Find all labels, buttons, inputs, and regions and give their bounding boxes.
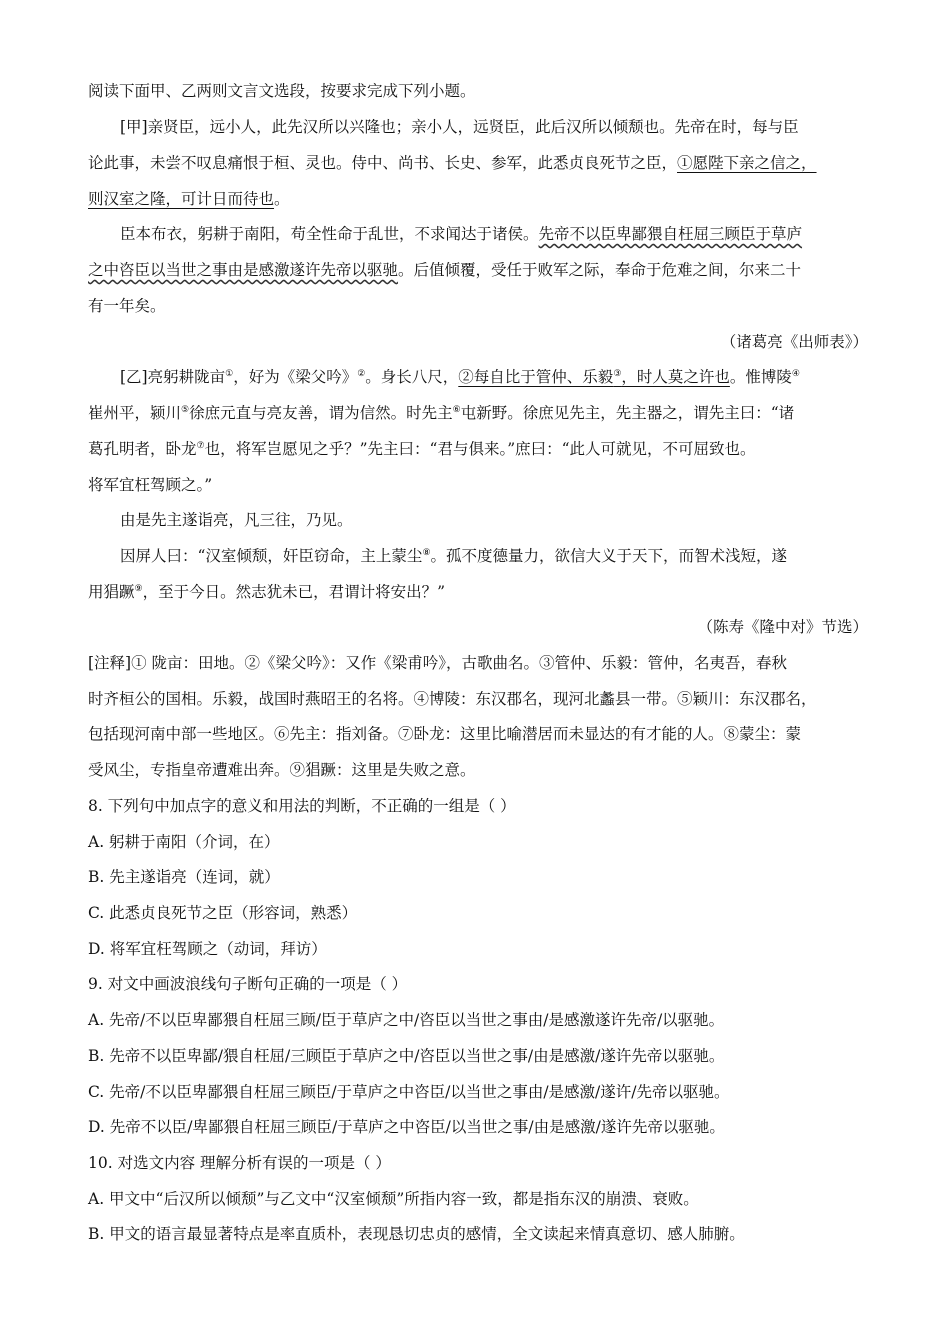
notes-line: [注释]① 陇亩：田地。②《梁父吟》：又作《梁甫吟》，古歌曲名。③管仲、乐毅：管仲，名夷吾，春秋 (88, 654, 788, 672)
question-9-stem: 9. 对文中画波浪线句子断句正确的一项是（ ） (88, 975, 408, 993)
notes-line: 包括现河南中部一些地区。⑥先主：指刘备。⑦卧龙：这里比喻潜居而未显达的有才能的人。⑧蒙尘：蒙 (88, 725, 802, 743)
text-run: 也，将军岂愿见之乎？”先主曰：“君与俱来。”庶曰：“此人可就见，不可屈致也。 (204, 440, 756, 458)
question-10-option-b[interactable]: B. 甲文的语言最显著特点是率直质朴，表现恳切忠贞的感情，全文读起来情真意切、感人肺腑。 (88, 1225, 745, 1243)
passage-b-line (88, 581, 868, 603)
question-9-option-b[interactable]: B. 先帝不以臣卑鄙/猥自枉屈/三顾臣于草庐之中/咨臣以当世之事/由是感激/遂许先帝以驱驰。 (88, 1047, 725, 1065)
intro-text: 阅读下面甲、乙两则文言文选段，按要求完成下列小题。 (88, 82, 476, 100)
footnote-mark: ⑨ (134, 583, 143, 594)
text-run: 因屏人曰：“汉室倾颓，奸臣窃命，主上蒙尘 (120, 547, 423, 565)
question-8-stem: 8. 下列句中加点字的意义和用法的判断，不正确的一组是（ ） (88, 797, 516, 815)
question-10-stem: 10. 对选文内容 理解分析有误的一项是（ ） (88, 1154, 391, 1172)
question-8-option-a[interactable]: A. 躬耕于南阳（介词，在） (88, 833, 280, 851)
text-run: ，时人莫之许也 (621, 368, 730, 386)
passage-b-line (120, 545, 868, 567)
passage-a-line (88, 152, 868, 174)
footnote-mark: ⑤ (181, 404, 190, 415)
question-9-option-d[interactable]: D. 先帝不以臣/卑鄙猥自枉屈三顾臣/于草庐之中咨臣/以当世之事/由是感激/遂许先帝以驱驰。 (88, 1118, 725, 1136)
text-run: [乙]亮躬耕陇亩 (120, 368, 226, 386)
passage-a-line (88, 259, 868, 281)
text-run: 崔州平，颍川 (88, 404, 182, 422)
text-run: ，好为《梁父吟》 (233, 368, 358, 386)
text-run: 葛孔明者，卧龙 (88, 440, 197, 458)
footnote-mark: ④ (791, 368, 800, 379)
text-run: ②每自比于管仲、乐毅 (458, 368, 614, 386)
passage-b-line: 由是先主遂诣亮，凡三往，乃见。 (120, 511, 353, 529)
text-run: 。孤不度德量力，欲信大义于天下，而智术浅短，遂 (430, 547, 788, 565)
footnote-mark: ⑧ (422, 547, 431, 558)
question-10-option-a[interactable]: A. 甲文中“后汉所以倾颓”与乙文中“汉室倾颓”所指内容一致，都是指东汉的崩溃、衰败。 (88, 1190, 699, 1208)
underlined-sentence-2 (458, 368, 730, 386)
footnote-mark: ⑥ (452, 404, 461, 415)
text-run: 论此事，未尝不叹息痛恨于桓、灵也。侍中、尚书、长史、参军，此悉贞良死节之臣， (88, 154, 678, 172)
underlined-sentence-1-cont: 则汉室之隆，可计日而待也 (88, 190, 275, 208)
passage-b-source: （陈寿《隆中对》节选） (697, 618, 868, 636)
passage-b-line (88, 402, 868, 424)
passage-b-line: 将军宜枉驾顾之。” (88, 476, 213, 494)
passage-a-line: [甲]亲贤臣，远小人，此先汉所以兴隆也；亲小人，远贤臣，此后汉所以倾颓也。先帝在时，每与臣 (120, 118, 799, 136)
question-8-option-c[interactable]: C. 此悉贞良死节之臣（形容词，熟悉） (88, 904, 358, 922)
wavy-underlined-sentence-cont: 之中咨臣以当世之事由是感激遂许先帝以驱驰 (88, 261, 399, 279)
text-run: ，至于今日。然志犹未已，君谓计将安出？” (142, 583, 446, 601)
question-8-option-d[interactable]: D. 将军宜枉驾顾之（动词，拜访） (88, 940, 327, 958)
text-run: 。身长八尺， (365, 368, 459, 386)
text-run: 。惟博陵 (729, 368, 792, 386)
passage-a-source: （诸葛亮《出师表》） (720, 333, 868, 351)
text-run: 徐庶元直与亮友善，谓为信然。时先主 (189, 404, 453, 422)
passage-a-line: 有一年矣。 (88, 297, 166, 315)
notes-line: 时齐桓公的国相。乐毅，战国时燕昭王的名将。④博陵：东汉郡名，现河北蠡县一带。⑤颖川：东汉郡名， (88, 690, 817, 708)
footnote-mark: ② (357, 368, 366, 379)
wavy-underlined-sentence: 先帝不以臣卑鄙猥自枉屈三顾臣于草庐 (538, 225, 803, 243)
passage-a-line (88, 188, 868, 210)
notes-line: 受风尘，专指皇帝遭难出奔。⑨猖蹶：这里是失败之意。 (88, 761, 476, 779)
question-9-option-c[interactable]: C. 先帝/不以臣卑鄙猥自枉屈三顾臣/于草庐之中咨臣/以当世之事由/是感激/遂许/先帝以驱驰。 (88, 1083, 730, 1101)
text-run: 屯新野。徐庶见先主，先主器之，谓先主曰：“诸 (460, 404, 795, 422)
text-run: 用猖蹶 (88, 583, 135, 601)
text-run: 。 (274, 190, 290, 208)
text-run: 。后值倾覆，受任于败军之际，奉命于危难之间，尔来二十 (398, 261, 802, 279)
passage-a-line (120, 223, 868, 245)
question-9-option-a[interactable]: A. 先帝/不以臣卑鄙猥自枉屈三顾/臣于草庐之中/咨臣以当世之事由/是感激遂许先帝/以驱驰。 (88, 1011, 725, 1029)
footnote-mark: ⑦ (196, 440, 205, 451)
passage-b-line (120, 366, 868, 388)
question-8-option-b[interactable]: B. 先主遂诣亮（连词，就） (88, 868, 280, 886)
underlined-sentence-1: ①愿陛下亲之信之， (677, 154, 817, 172)
footnote-mark: ① (225, 368, 234, 379)
footnote-mark: ③ (613, 368, 622, 379)
text-run: 臣本布衣，躬耕于南阳，苟全性命于乱世，不求闻达于诸侯。 (120, 225, 539, 243)
passage-b-line (88, 438, 868, 460)
